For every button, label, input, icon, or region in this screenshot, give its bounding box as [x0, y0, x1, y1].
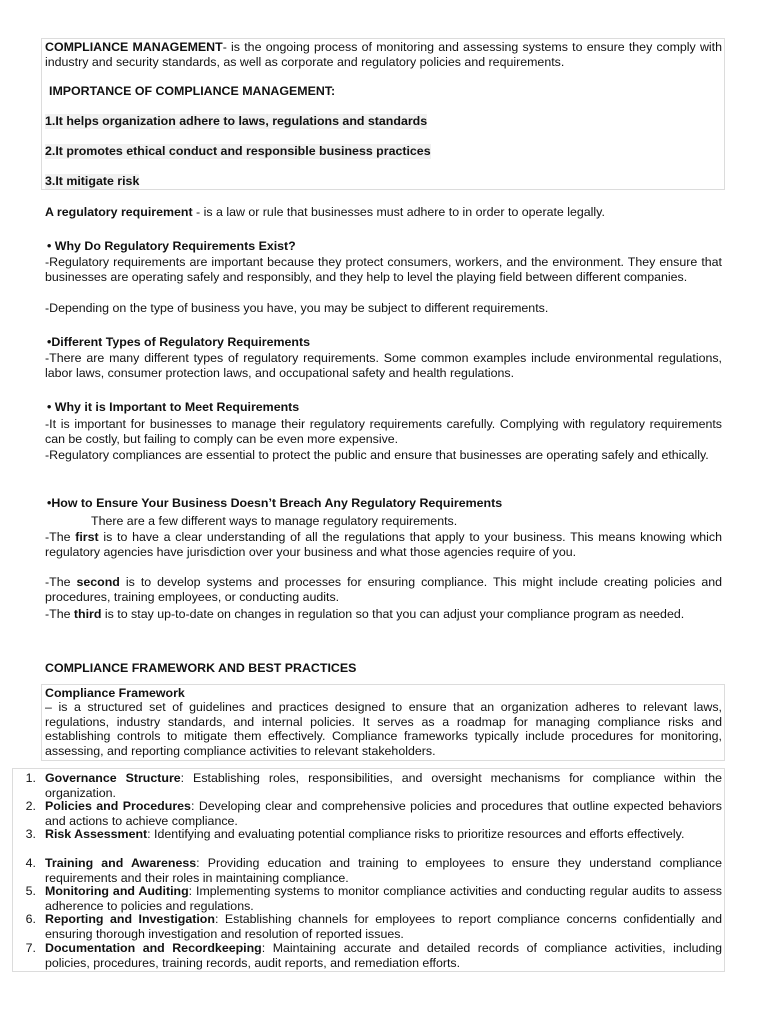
- regulatory-requirement-definition: A regulatory requirement - is a law or rule that businesses must adhere to in order to operate legally.: [45, 205, 605, 219]
- ensure-second: -The second is to develop systems and processes for ensuring compliance. This might include creating policies and procedures, training employees, or conducting audits.: [45, 575, 723, 604]
- types-paragraph: -There are many different types of regulatory requirements. Some common examples include environmental regulations, labor laws, consumer protection laws, and occupational safety and health regulations.: [45, 351, 722, 380]
- ensure-heading: •How to Ensure Your Business Doesn’t Breach Any Regulatory Requirements: [47, 496, 503, 510]
- document-page: COMPLIANCE MANAGEMENT- is the ongoing process of monitoring and assessing systems to ensure they comply with industry and security standards, as well as corporate and regulatory policies and requirements. IMPORTANCE OF COMPLIANCE MANAGEMENT: 1.It helps organization adhere to laws, regulations and standards 2.It promotes ethical conduct and responsible business practices 3.It mitigate risk A regulatory requirement - is a law or rule that businesses must adhere to in order to operate legally. • Why Do Regulatory Requirements Exist? -Regulatory requirements are important because they protect consumers, workers, and the environment. They ensure that businesses are operating safely and responsibly, and they help to level the playing field between different companies. -Depending on the type of business you have, you may be subject to different requirements. •Different Types of Regulatory Requirements -There are many different types of regulatory requirements. Some common examples include environmental regulations, labor laws, consumer protection laws, and occupational safety and health regulations. • Why it is Important to Meet Requirements -It is important for businesses to manage their regulatory requirements carefully. Complying with regulatory requirements can be costly, but failing to comply can be even more expensive. -Regulatory compliances are essential to protect the public and ensure that businesses are operating safely and ethically. •How to Ensure Your Business Doesn’t Breach Any Regulatory Requirements There are a few different ways to manage regulatory requirements. -The first is to have a clear understanding of all the regulations that apply to your business. This means knowing which regulatory agencies have jurisdiction over your business and what those agencies require of you. -The second is to develop systems and processes for ensuring compliance. This might include creating policies and procedures, training employees, or conducting audits. -The third is to stay up-to-date on changes in regulation so that you can adjust your compliance program as needed. COMPLIANCE FRAMEWORK AND BEST PRACTICES Compliance Framework – is a structured set of guidelines and practices designed to ensure that an organization adheres to relevant laws, regulations, industry standards, and internal policies. It serves as a roadmap for managing compliance risks and establishing controls to mitigate them effectively. Compliance frameworks typically include procedures for monitoring, assessing, and reporting compliance activities to relevant stakeholders. 1. Governance Structure: Establishing roles, responsibilities, and oversight mechanisms for compliance within the organization. 2. Policies and Procedures: Developing clear and comprehensive policies and procedures that outline expected behaviors and actions to achieve compliance. 3. Risk Assessment: Identifying and evaluating potential compliance risks to prioritize resources and efforts effectively. 4. Training and Awareness: Providing education and training to employees to ensure they understand compliance requirements and their roles in maintaining compliance. 5. Monitoring and Auditing: Implementing systems to monitor compliance activities and conducting regular audits to assess adherence to policies and regulations. 6. Reporting and Investigation: Establishing channels for employees to report compliance concerns confidentially and ensuring thorough investigation and resolution of reported issues. 7. Documentation and Recordkeeping: Maintaining accurate and detailed records of compliance activities, including policies, procedures, training records, audit reports, and remediation efforts.: [0, 0, 768, 1024]
- importance-heading: IMPORTANCE OF COMPLIANCE MANAGEMENT:: [49, 84, 336, 98]
- compliance-management-term: COMPLIANCE MANAGEMENT: [45, 40, 223, 54]
- important-paragraph-1: -It is important for businesses to manage their regulatory requirements carefully. Complying with regulatory requirements can be costly, but failing to comply can be even more expensive.: [45, 417, 722, 446]
- framework-definition: – is a structured set of guidelines and practices designed to ensure that an organization adheres to relevant laws, regulations, industry standards, and internal policies. It serves as a roadmap for managing compliance risks and establishing controls to mitigate them effectively. Compliance frameworks typically include procedures for monitoring, assessing, and reporting compliance activities to relevant stakeholders.: [45, 700, 722, 758]
- important-paragraph-2: -Regulatory compliances are essential to protect the public and ensure that businesses are operating safely and ethically.: [45, 448, 709, 462]
- ensure-third: -The third is to stay up-to-date on changes in regulation so that you can adjust your compliance program as needed.: [45, 607, 685, 621]
- framework-subheading: Compliance Framework: [45, 686, 185, 700]
- importance-point-3: 3.It mitigate risk: [45, 174, 140, 188]
- importance-point-1: 1.It helps organization adhere to laws, regulations and standards: [45, 114, 428, 128]
- ensure-intro: There are a few different ways to manage regulatory requirements.: [91, 514, 458, 528]
- importance-point-2: 2.It promotes ethical conduct and responsible business practices: [45, 144, 431, 158]
- compliance-management-definition: COMPLIANCE MANAGEMENT- is the ongoing process of monitoring and assessing systems to ensure they comply with industry and security standards, as well as corporate and regulatory policies and requirements.: [45, 40, 723, 69]
- why-exist-paragraph-1: -Regulatory requirements are important because they protect consumers, workers, and the environment. They ensure that businesses are operating safely and responsibly, and they help to level the playing field between different companies.: [45, 255, 722, 284]
- ensure-first: -The first is to have a clear understanding of all the regulations that apply to your business. This means knowing which regulatory agencies have jurisdiction over your business and what those agencies require of you.: [45, 530, 722, 559]
- important-heading: • Why it is Important to Meet Requirements: [47, 400, 300, 414]
- types-heading: •Different Types of Regulatory Requirements: [47, 335, 310, 349]
- why-exist-paragraph-2: -Depending on the type of business you have, you may be subject to different requirements.: [45, 301, 549, 315]
- why-exist-heading: • Why Do Regulatory Requirements Exist?: [47, 239, 296, 253]
- framework-heading: COMPLIANCE FRAMEWORK AND BEST PRACTICES: [45, 661, 357, 675]
